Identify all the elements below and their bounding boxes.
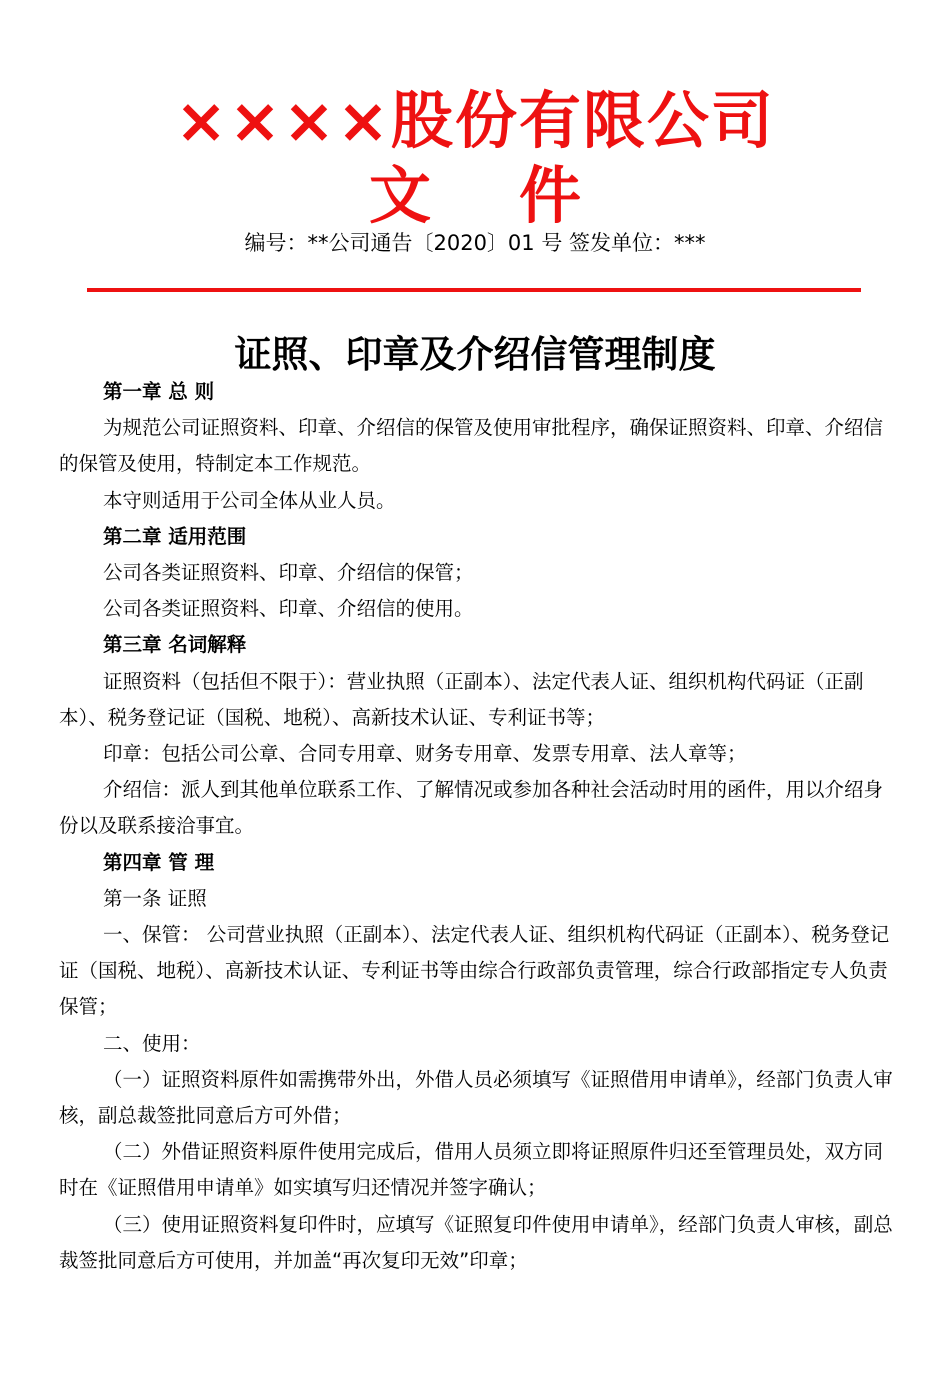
paragraph: （二）外借证照资料原件使用完成后，借用人员须立即将证照原件归还至管理员处，双方同时在《证照借用申请单》如实填写归还情况并签字确认； — [59, 1140, 884, 1200]
paragraph: （一）证照资料原件如需携带外出，外借人员必须填写《证照借用申请单》，经部门负责人审核，副总裁签批同意后方可外借； — [59, 1067, 893, 1128]
chapter-2-heading: 第二章 适用范围 — [103, 524, 247, 548]
document-title: 证照、印章及介绍信管理制度 — [234, 333, 716, 376]
document-label: 文件 — [368, 159, 669, 232]
company-name: ××××股份有限公司 — [175, 84, 775, 157]
red-divider-rule — [87, 288, 861, 292]
paragraph: 为规范公司证照资料、印章、介绍信的保管及使用审批程序，确保证照资料、印章、介绍信的保管及使用，特制定本工作规范。 — [59, 416, 884, 476]
paragraph: 印章：包括公司公章、合同专用章、财务专用章、发票专用章、法人章等； — [103, 742, 747, 766]
paragraph: 介绍信：派人到其他单位联系工作、了解情况或参加各种社会活动时用的函件，用以介绍身份以及联系接洽事宜。 — [59, 778, 884, 838]
paragraph: 证照资料（包括但不限于）：营业执照（正副本）、法定代表人证、组织机构代码证（正副本）、税务登记证（国税、地税）、高新技术认证、专利证书等； — [59, 669, 864, 729]
article-1-heading: 第一条 证照 — [103, 886, 207, 910]
document-number-and-issuer: 编号：**公司通告〔2020〕01 号 签发单位：*** — [244, 231, 706, 255]
paragraph: 一、保管： 公司营业执照（正副本）、法定代表人证、组织机构代码证（正副本）、税务登记证（国税、地税）、高新技术认证、专利证书等由综合行政部负责管理，综合行政部指定专人负责保管； — [59, 923, 890, 1019]
paragraph: 公司各类证照资料、印章、介绍信的使用。 — [103, 597, 474, 621]
chapter-3-heading: 第三章 名词解释 — [103, 633, 247, 657]
chapter-1-heading: 第一章 总 则 — [103, 380, 215, 403]
document-body — [59, 374, 895, 1279]
paragraph: 公司各类证照资料、印章、介绍信的保管； — [103, 561, 474, 585]
paragraph: 本守则适用于公司全体从业人员。 — [103, 488, 396, 512]
paragraph: （三）使用证照资料复印件时，应填写《证照复印件使用申请单》，经部门负责人审核，副总裁签批同意后方可使用，并加盖“再次复印无效”印章； — [59, 1212, 893, 1272]
chapter-4-heading: 第四章 管 理 — [103, 850, 215, 874]
paragraph: 二、使用： — [103, 1031, 201, 1055]
